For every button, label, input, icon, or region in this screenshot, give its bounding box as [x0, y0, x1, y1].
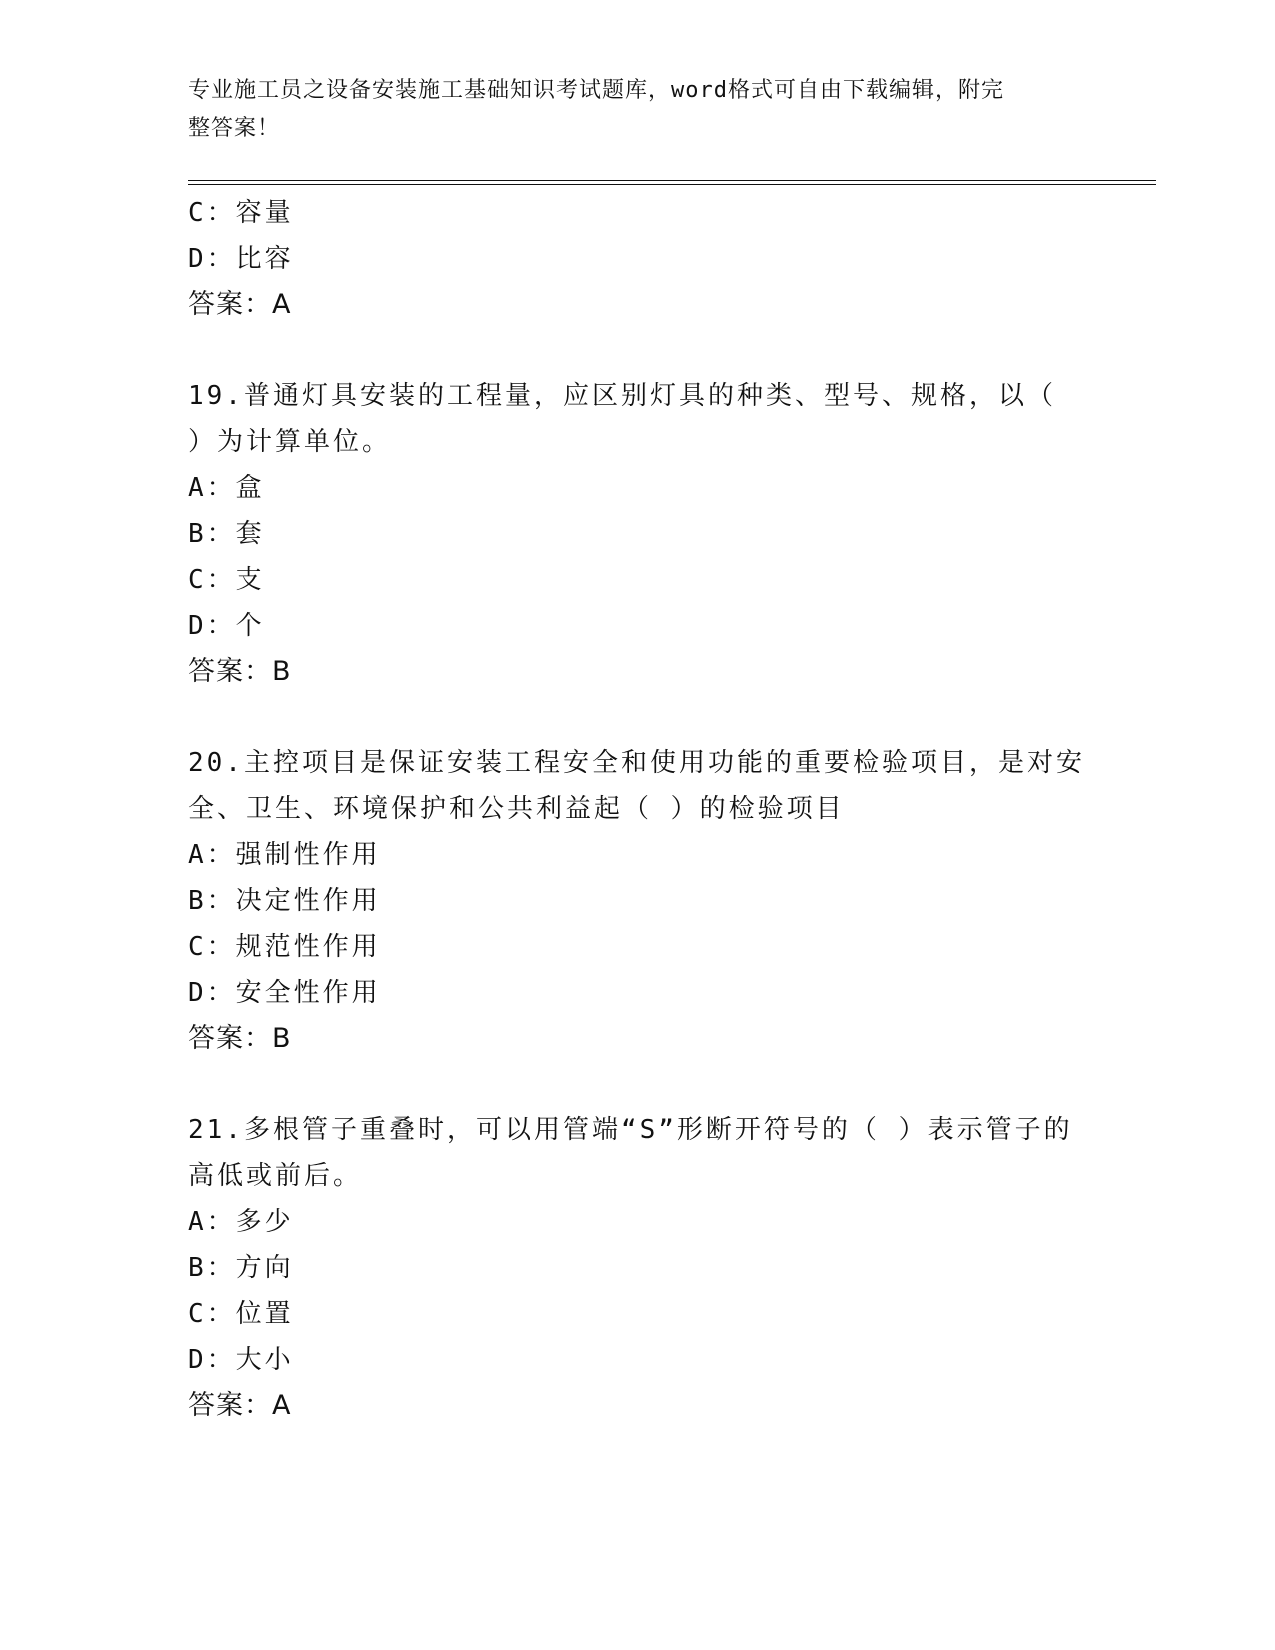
answer-line: 答案：B — [188, 1023, 292, 1054]
option-c: C：规范性作用 — [188, 932, 381, 962]
option-d: D：大小 — [188, 1345, 294, 1375]
option-a: A：多少 — [188, 1207, 294, 1237]
option-c: C：支 — [188, 565, 265, 595]
question-20 — [188, 740, 1088, 1062]
option-d: D：比容 — [188, 244, 294, 274]
option-c: C：位置 — [188, 1299, 294, 1329]
question-21 — [188, 1107, 1088, 1429]
option-c: C：容量 — [188, 198, 294, 228]
question-stem-line-2: ）为计算单位。 — [188, 427, 392, 457]
answer-line: 答案：A — [188, 1390, 292, 1421]
question-stem-line-2: 全、卫生、环境保护和公共利益起（ ）的检验项目 — [188, 794, 845, 824]
question-stem-line-1: 20.主控项目是保证安装工程安全和使用功能的重要检验项目，是对安 — [188, 748, 1085, 778]
header-divider-bottom — [188, 184, 1156, 185]
option-b: B：方向 — [188, 1253, 294, 1283]
answer-line: 答案：B — [188, 656, 292, 687]
question-list — [188, 190, 1088, 1429]
question-19 — [188, 373, 1088, 695]
option-a: A：强制性作用 — [188, 840, 381, 870]
question-stem-line-1: 19.普通灯具安装的工程量，应区别灯具的种类、型号、规格，以（ — [188, 381, 1056, 411]
option-d: D：个 — [188, 611, 265, 641]
header-line-1: 专业施工员之设备安装施工基础知识考试题库，word格式可自由下载编辑，附完 — [188, 78, 1004, 103]
question-stem-line-2: 高低或前后。 — [188, 1161, 363, 1191]
header-divider-top — [188, 180, 1156, 181]
previous-question-tail — [188, 190, 1088, 328]
option-d: D：安全性作用 — [188, 978, 381, 1008]
spacer — [188, 328, 1088, 373]
option-b: B：决定性作用 — [188, 886, 381, 916]
spacer — [188, 695, 1088, 740]
spacer — [188, 1062, 1088, 1107]
answer-line: 答案：A — [188, 289, 292, 320]
question-stem-line-1: 21.多根管子重叠时，可以用管端“S”形断开符号的（ ）表示管子的 — [188, 1115, 1073, 1145]
option-b: B：套 — [188, 519, 265, 549]
option-a: A：盒 — [188, 473, 265, 503]
document-header — [188, 72, 1068, 148]
header-line-2: 整答案！ — [188, 116, 281, 141]
